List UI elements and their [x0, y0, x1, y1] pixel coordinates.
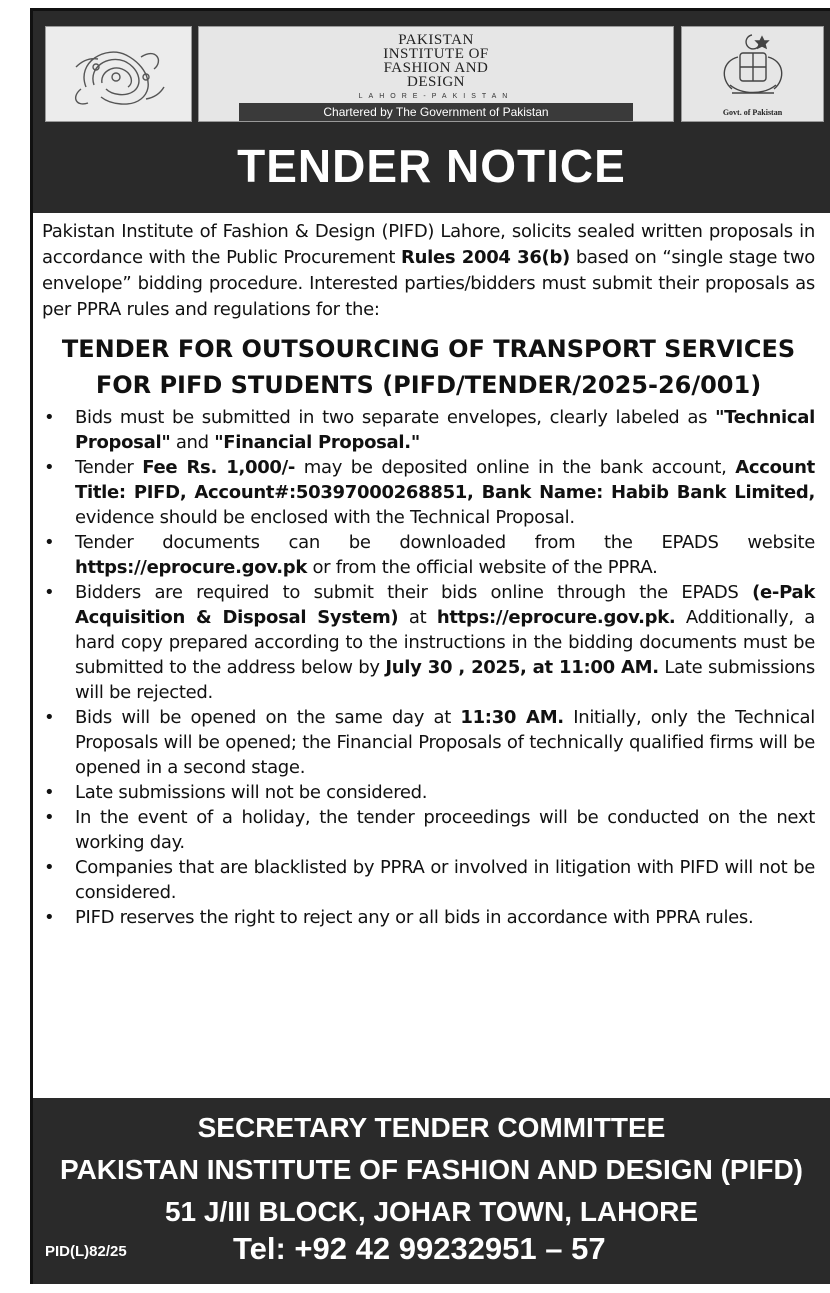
- bullet-bold: "Technical Proposal": [75, 407, 815, 453]
- state-emblem-icon: [682, 27, 823, 107]
- list-item: [42, 455, 815, 530]
- bullet-bold: (e-Pak Acquisition & Disposal System): [75, 582, 815, 628]
- list-item: • PIFD reserves the right to reject any or all bids in accordance with PPRA rules.: [42, 905, 815, 930]
- list-item: • In the event of a holiday, the tender proceedings will be conducted on the next working day.: [42, 805, 815, 855]
- list-item: [42, 580, 815, 705]
- bullet-text: or from the official website of the PPRA.: [307, 557, 658, 578]
- title-text: TENDER NOTICE: [237, 140, 626, 192]
- list-item: • Companies that are blacklisted by PPRA or involved in litigation with PIFD will not be considered.: [42, 855, 815, 905]
- bullet-text: Tender documents can be downloaded from the EPADS website: [75, 532, 815, 553]
- tender-notice-frame: [30, 8, 830, 1284]
- bullet-text: Bids must be submitted in two separate envelopes, clearly labeled as: [75, 407, 716, 428]
- bullet-bold: Fee Rs. 1,000/-: [142, 457, 296, 478]
- list-item: • Late submissions will not be considered.: [42, 780, 815, 805]
- institute-city: LAHORE-PAKISTAN: [358, 93, 514, 100]
- bullet-bold: 11:30 AM.: [460, 707, 564, 728]
- intro-rules: Rules 2004 36(b): [401, 247, 570, 268]
- bullet-text: Tender: [75, 457, 143, 478]
- page-title: [33, 139, 830, 193]
- bullet-bold: https://eprocure.gov.pk.: [436, 607, 676, 628]
- left-logo-panel: [45, 26, 192, 122]
- tender-subject-heading: TENDER FOR OUTSOURCING OF TRANSPORT SERVICES FOR PIFD STUDENTS (PIFD/TENDER/2025-26/001): [61, 335, 796, 399]
- list-item: [42, 405, 815, 455]
- bullet-bold: Account Title: PIFD, Account#:50397000268851, Bank Name: Habib Bank Limited,: [75, 457, 815, 503]
- bullet-text: Additionally, a hard copy prepared according to the instructions in the bidding documents must be submitted to the address below by: [75, 607, 815, 678]
- intro-paragraph: [42, 219, 815, 323]
- institute-name: PAKISTAN INSTITUTE OF FASHION AND DESIGN: [383, 32, 489, 90]
- institute-logo-panel: [198, 26, 674, 122]
- intro-text-2: based on “single stage two envelope” bidding procedure. Interested parties/bidders must submit their proposals as per PPRA rules and regulations for the:: [42, 247, 815, 320]
- paisley-logo-icon: [46, 27, 191, 121]
- bullet-bold: https://eprocure.gov.pk: [75, 557, 308, 578]
- bullet-bold: "Financial Proposal.": [214, 432, 420, 453]
- footer-pid: PID(L)82/25: [45, 1243, 127, 1260]
- notice-body: [42, 219, 815, 930]
- bullet-text: Bids will be opened on the same day at: [75, 707, 461, 728]
- footer-band: [33, 1098, 830, 1284]
- header-band: [33, 11, 830, 133]
- bullet-bold: July 30 , 2025, at 11:00 AM.: [385, 657, 659, 678]
- footer-telephone: Tel: +92 42 99232951 – 57: [233, 1231, 606, 1266]
- list-item: [42, 530, 815, 580]
- intro-text-1: Pakistan Institute of Fashion & Design (PIFD) Lahore, solicits sealed written proposals in accordance with the Public Procurement: [42, 221, 815, 268]
- bullet-text: and: [170, 432, 215, 453]
- bullet-text: at: [398, 607, 437, 628]
- bullet-text: Bidders are required to submit their bids online through the EPADS: [75, 582, 753, 603]
- bullet-text: Initially, only the Technical Proposals will be opened; the Financial Proposals of technically qualified firms will be opened in a second stage.: [75, 707, 815, 778]
- footer-institute: PAKISTAN INSTITUTE OF FASHION AND DESIGN (PIFD): [59, 1154, 804, 1185]
- bullet-text: may be deposited online in the bank account,: [295, 457, 736, 478]
- chartered-line: Chartered by The Government of Pakistan: [239, 103, 633, 121]
- govt-label: Govt. of Pakistan: [722, 108, 783, 117]
- footer-committee: SECRETARY TENDER COMMITTEE: [197, 1112, 666, 1143]
- terms-list: [42, 405, 815, 930]
- bullet-text: evidence should be enclosed with the Technical Proposal.: [75, 507, 575, 528]
- footer-address: 51 J/III BLOCK, JOHAR TOWN, LAHORE: [164, 1196, 699, 1227]
- govt-emblem-panel: [681, 26, 824, 122]
- bullet-text: Late submissions will be rejected.: [75, 657, 815, 703]
- list-item: [42, 705, 815, 780]
